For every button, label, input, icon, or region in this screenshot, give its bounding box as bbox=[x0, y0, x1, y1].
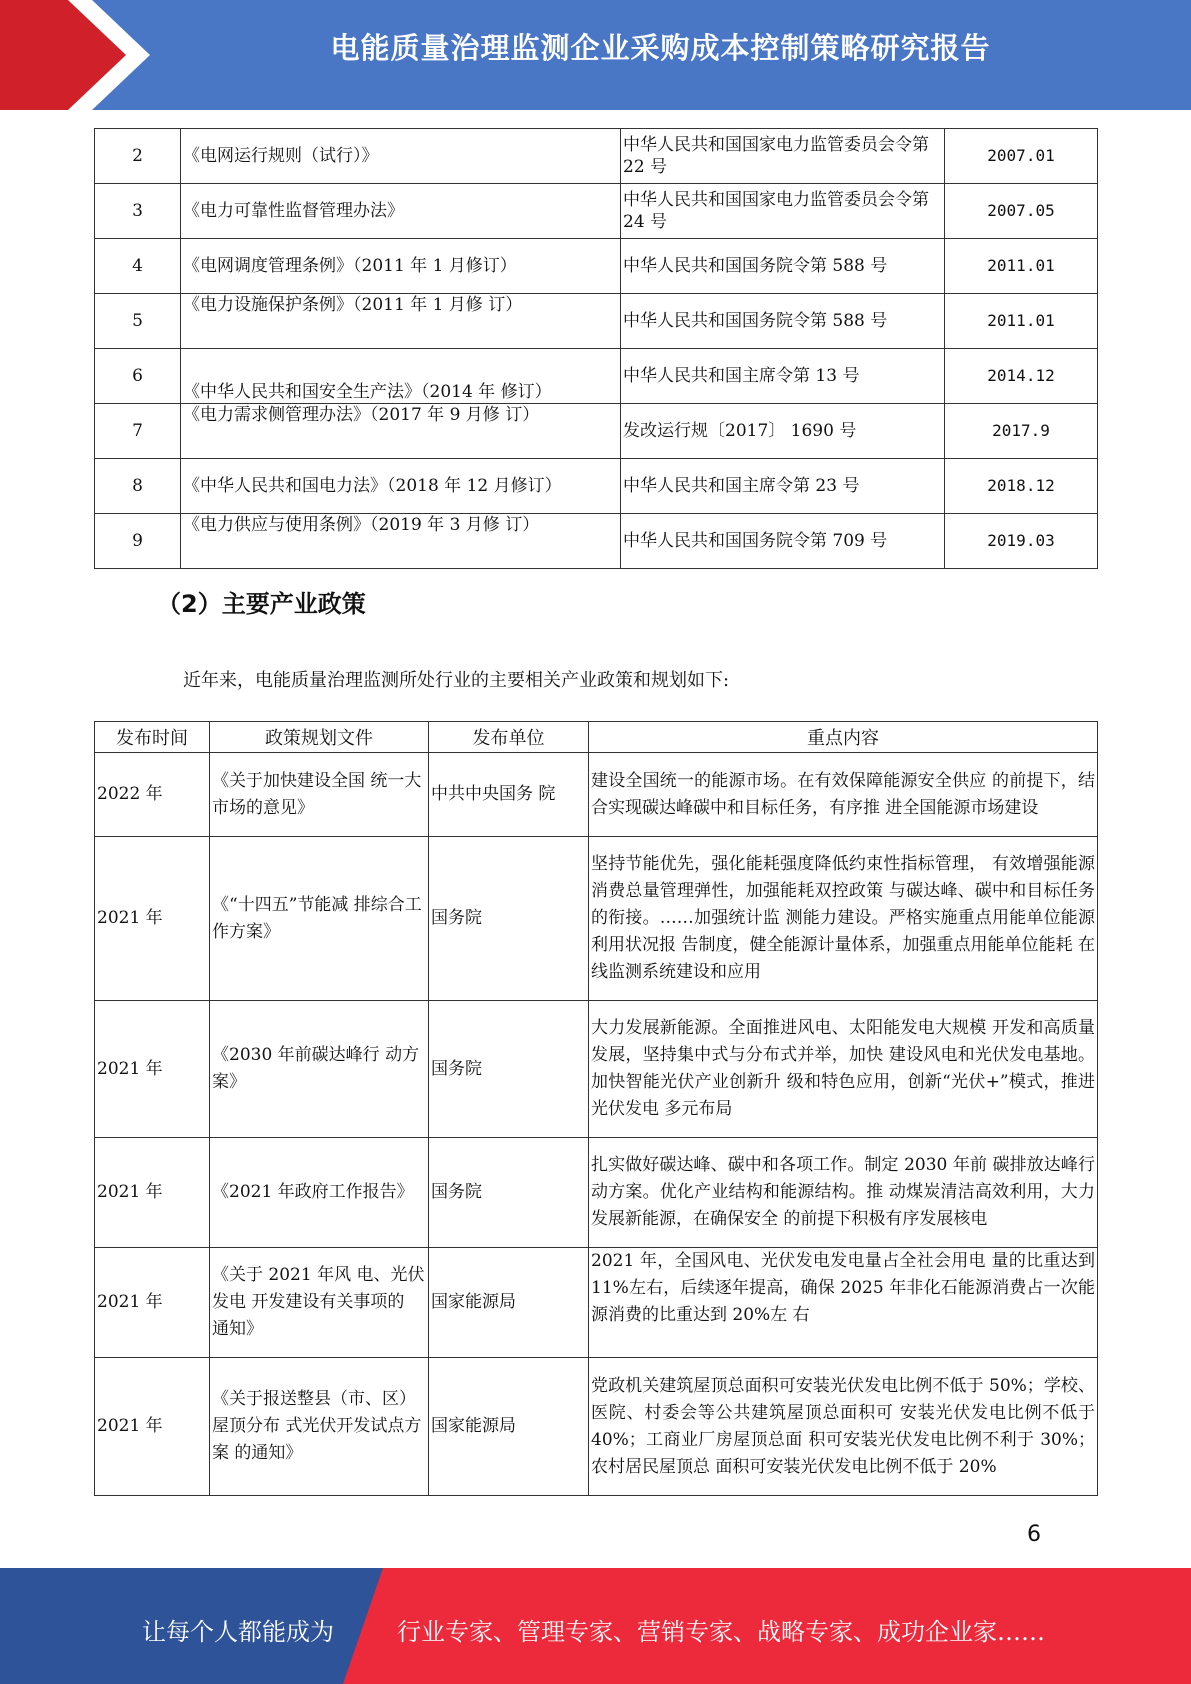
policy-issuer: 国家能源局 bbox=[429, 1248, 589, 1358]
regulation-issuer: 中华人民共和国主席令第 13 号 bbox=[621, 349, 945, 404]
table-row bbox=[95, 753, 1098, 837]
section-intro: 近年来，电能质量治理监测所处行业的主要相关产业政策和规划如下: bbox=[183, 670, 730, 691]
footer-slogan-right: 行业专家、管理专家、营销专家、战略专家、成功企业家…… bbox=[397, 1618, 1045, 1646]
row-number: 3 bbox=[95, 184, 181, 239]
page-number: 6 bbox=[1027, 1522, 1041, 1547]
policy-content: 2021 年，全国风电、光伏发电发电量占全社会用电 量的比重达到 11%左右，后续逐年提高，确保 2025 年非化石能源消费占一次能源消费的比重达到 20%左 右 bbox=[589, 1248, 1098, 1358]
policy-content: 坚持节能优先，强化能耗强度降低约束性指标管理， 有效增强能源消费总量管理弹性，加强能耗双控政策 与碳达峰、碳中和目标任务的衔接。……加强统计监 测能力建设。严格实施重点用能单位能源利用状况报 告制度，健全能源计量体系，加强重点用能单位能耗 在线监测系统建设和应用 bbox=[589, 837, 1098, 1001]
row-number: 9 bbox=[95, 514, 181, 569]
column-header: 发布时间 bbox=[95, 722, 210, 753]
policy-document: 《2030 年前碳达峰行 动方案》 bbox=[210, 1001, 429, 1138]
policy-document: 《“十四五”节能减 排综合工作方案》 bbox=[210, 837, 429, 1001]
row-number: 7 bbox=[95, 404, 181, 459]
table-row bbox=[95, 1358, 1098, 1496]
regulation-date: 2007.01 bbox=[945, 129, 1098, 184]
regulation-name: 《中华人民共和国电力法》（2018 年 12 月修订） bbox=[181, 459, 621, 514]
policy-content: 大力发展新能源。全面推进风电、太阳能发电大规模 开发和高质量发展，坚持集中式与分布式并举，加快 建设风电和光伏发电基地。加快智能光伏产业创新升 级和特色应用，创新“光伏+”模式，推进光伏发电 多元布局 bbox=[589, 1001, 1098, 1138]
regulation-name: 《电网运行规则（试行）》 bbox=[181, 129, 621, 184]
regulation-name: 《电网调度管理条例》（2011 年 1 月修订） bbox=[181, 239, 621, 294]
row-number: 5 bbox=[95, 294, 181, 349]
page-header bbox=[0, 0, 1191, 110]
regulation-name: 《电力可靠性监督管理办法》 bbox=[181, 184, 621, 239]
policy-issuer: 中共中央国务 院 bbox=[429, 753, 589, 837]
regulation-issuer: 中华人民共和国国家电力监管委员会令第 24 号 bbox=[621, 184, 945, 239]
regulation-name: 《中华人民共和国安全生产法》（2014 年 修订） bbox=[181, 349, 621, 404]
policy-content: 建设全国统一的能源市场。在有效保障能源安全供应 的前提下，结合实现碳达峰碳中和目标任务，有序推 进全国能源市场建设 bbox=[589, 753, 1098, 837]
footer-slogan-left: 让每个人都能成为 bbox=[142, 1618, 334, 1646]
policy-content: 扎实做好碳达峰、碳中和各项工作。制定 2030 年前 碳排放达峰行动方案。优化产业结构和能源结构。推 动煤炭清洁高效利用，大力发展新能源，在确保安全 的前提下积极有序发展核电 bbox=[589, 1138, 1098, 1248]
regulation-date: 2018.12 bbox=[945, 459, 1098, 514]
policy-table bbox=[94, 721, 1098, 1496]
policy-issuer: 国家能源局 bbox=[429, 1358, 589, 1496]
regulation-date: 2017.9 bbox=[945, 404, 1098, 459]
policy-year: 2021 年 bbox=[95, 837, 210, 1001]
table-row bbox=[95, 1001, 1098, 1138]
page-footer bbox=[0, 1568, 1191, 1684]
column-header: 重点内容 bbox=[589, 722, 1098, 753]
regulation-name: 《电力供应与使用条例》（2019 年 3 月修 订） bbox=[181, 514, 621, 569]
report-title: 电能质量治理监测企业采购成本控制策略研究报告 bbox=[330, 31, 991, 65]
regulation-issuer: 中华人民共和国主席令第 23 号 bbox=[621, 459, 945, 514]
row-number: 8 bbox=[95, 459, 181, 514]
policy-content: 党政机关建筑屋顶总面积可安装光伏发电比例不低于 50%；学校、医院、村委会等公共建筑屋顶总面积可 安装光伏发电比例不低于 40%；工商业厂房屋顶总面 积可安装光伏发电比例不利于 30%；农村居民屋顶总 面积可安装光伏发电比例不低于 20% bbox=[589, 1358, 1098, 1496]
regulation-date: 2019.03 bbox=[945, 514, 1098, 569]
table-row bbox=[95, 514, 1098, 569]
table-row bbox=[95, 294, 1098, 349]
policy-issuer: 国务院 bbox=[429, 837, 589, 1001]
table-row bbox=[95, 184, 1098, 239]
regulations-table bbox=[94, 128, 1098, 569]
table-header-row bbox=[95, 722, 1098, 753]
table-row bbox=[95, 404, 1098, 459]
policy-year: 2022 年 bbox=[95, 753, 210, 837]
regulation-date: 2007.05 bbox=[945, 184, 1098, 239]
table-row bbox=[95, 349, 1098, 404]
column-header: 发布单位 bbox=[429, 722, 589, 753]
header-chevron-decoration bbox=[0, 0, 160, 110]
table-row bbox=[95, 1248, 1098, 1358]
regulation-date: 2011.01 bbox=[945, 294, 1098, 349]
regulation-issuer: 中华人民共和国国务院令第 709 号 bbox=[621, 514, 945, 569]
table-row bbox=[95, 129, 1098, 184]
policy-year: 2021 年 bbox=[95, 1138, 210, 1248]
table-row bbox=[95, 239, 1098, 294]
regulation-date: 2011.01 bbox=[945, 239, 1098, 294]
row-number: 4 bbox=[95, 239, 181, 294]
policy-document: 《关于 2021 年风 电、光伏发电 开发建设有关事项的 通知》 bbox=[210, 1248, 429, 1358]
regulation-name: 《电力设施保护条例》（2011 年 1 月修 订） bbox=[181, 294, 621, 349]
policy-document: 《2021 年政府工作报告》 bbox=[210, 1138, 429, 1248]
policy-issuer: 国务院 bbox=[429, 1138, 589, 1248]
table-row bbox=[95, 1138, 1098, 1248]
regulation-issuer: 中华人民共和国国务院令第 588 号 bbox=[621, 294, 945, 349]
regulation-date: 2014.12 bbox=[945, 349, 1098, 404]
regulation-issuer: 发改运行规〔2017〕 1690 号 bbox=[621, 404, 945, 459]
row-number: 2 bbox=[95, 129, 181, 184]
policy-document: 《关于报送整县（市、区）屋顶分布 式光伏开发试点方案 的通知》 bbox=[210, 1358, 429, 1496]
table-row bbox=[95, 459, 1098, 514]
row-number: 6 bbox=[95, 349, 181, 404]
regulation-name: 《电力需求侧管理办法》（2017 年 9 月修 订） bbox=[181, 404, 621, 459]
table-row bbox=[95, 837, 1098, 1001]
policy-issuer: 国务院 bbox=[429, 1001, 589, 1138]
policy-document: 《关于加快建设全国 统一大市场的意见》 bbox=[210, 753, 429, 837]
column-header: 政策规划文件 bbox=[210, 722, 429, 753]
section-heading: （2）主要产业政策 bbox=[157, 590, 366, 618]
regulation-issuer: 中华人民共和国国家电力监管委员会令第 22 号 bbox=[621, 129, 945, 184]
policy-year: 2021 年 bbox=[95, 1248, 210, 1358]
policy-year: 2021 年 bbox=[95, 1358, 210, 1496]
regulation-issuer: 中华人民共和国国务院令第 588 号 bbox=[621, 239, 945, 294]
policy-year: 2021 年 bbox=[95, 1001, 210, 1138]
